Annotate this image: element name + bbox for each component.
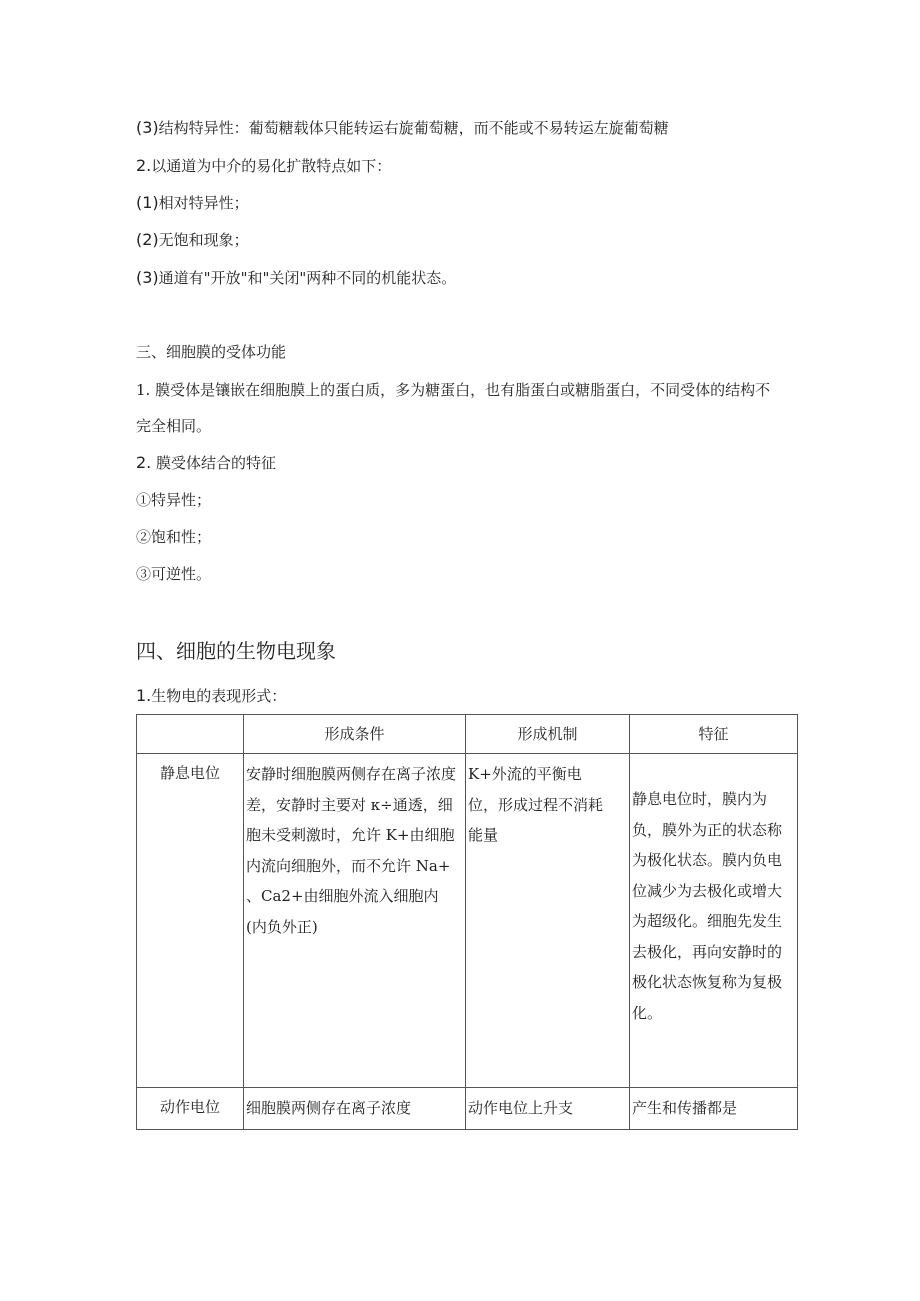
- table-row-action-potential: [137, 1088, 798, 1130]
- feature-line: 化。: [632, 1003, 663, 1022]
- channel-feature-1: [136, 193, 249, 213]
- feature-line: 产生和传播都是: [632, 1099, 738, 1117]
- receptor-binding-heading: [136, 453, 276, 473]
- row-label: 静息电位: [137, 754, 244, 1088]
- channel-feature-2: [136, 230, 249, 250]
- table-header-row: [137, 715, 798, 754]
- binding-feature-3: ③可逆性。: [136, 565, 212, 583]
- mechanism-line: 动作电位上升支: [468, 1099, 574, 1117]
- mechanism-line: K+外流的平衡电: [468, 765, 582, 783]
- point-text: 生物电的表现形式：: [151, 687, 287, 705]
- item-number: (3): [136, 268, 159, 287]
- item-text: 结构特异性：葡萄糖载体只能转运右旋葡萄糖，而不能或不易转运左旋葡萄糖: [158, 119, 669, 137]
- section-3-title: 三、细胞膜的受体功能: [136, 343, 287, 361]
- header-condition: 形成条件: [244, 715, 466, 754]
- point-text: 膜受体结合的特征: [151, 454, 277, 472]
- condition-line: 、Ca2+由细胞外流入细胞内: [246, 887, 439, 905]
- item-number: (2): [136, 230, 159, 249]
- bioelectric-table: [136, 714, 798, 1130]
- feature-line: 静息电位时，膜内为: [632, 790, 768, 808]
- feature-line: 为超级化。细胞先发生: [632, 912, 783, 930]
- point-number: 1.: [136, 686, 152, 705]
- condition-line: (内负外正): [246, 917, 318, 936]
- feature-line: 为极化状态。膜内负电: [632, 851, 783, 869]
- point-number: 2.: [136, 453, 152, 472]
- mechanism-line: 能量: [468, 826, 499, 844]
- mechanism-line: 位，形成过程不消耗: [468, 795, 604, 814]
- condition-line: 差，安静时主要对 κ÷通透，细: [246, 795, 453, 814]
- item-text: 相对特异性；: [158, 194, 249, 212]
- condition-line: 内流向细胞外，而不允许 Na+: [246, 856, 451, 875]
- mechanism-cell: [466, 754, 630, 1088]
- item-text: 通道有"开放"和"关闭"两种不同的机能状态。: [158, 269, 457, 287]
- condition-cell: [244, 1088, 466, 1130]
- row-label: 动作电位: [137, 1088, 244, 1130]
- item-number: (1): [136, 193, 159, 212]
- item-3-structural-specificity: [136, 118, 669, 138]
- point-2-channel-diffusion: [136, 156, 391, 176]
- feature-line: 负，膜外为正的状态称: [632, 820, 783, 839]
- feature-cell: [630, 754, 798, 1088]
- condition-line: 细胞膜两侧存在离子浓度: [246, 1099, 412, 1117]
- receptor-paragraph-line-1: 1. 膜受体是镶嵌在细胞膜上的蛋白质，多为糖蛋白，也有脂蛋白或糖脂蛋白，不同受体的结构不: [136, 381, 771, 399]
- item-text: 无饱和现象；: [158, 231, 249, 249]
- header-feature: 特征: [630, 715, 798, 754]
- header-empty: [137, 715, 244, 754]
- point-text: 以通道为中介的易化扩散特点如下：: [151, 157, 392, 175]
- receptor-paragraph-line-2: 完全相同。: [136, 417, 212, 435]
- mechanism-cell: [466, 1088, 630, 1130]
- table-row-resting-potential: [137, 754, 798, 1088]
- condition-line: 胞未受刺激时，允许 K+由细胞: [246, 826, 455, 844]
- item-number: (3): [136, 118, 159, 137]
- condition-line: 安静时细胞膜两侧存在离子浓度: [246, 765, 457, 783]
- binding-feature-1: ①特异性；: [136, 491, 212, 509]
- bioelectric-forms-heading: [136, 686, 286, 706]
- feature-line: 去极化，再向安静时的: [632, 942, 783, 961]
- condition-cell: [244, 754, 466, 1088]
- binding-feature-2: ②饱和性；: [136, 528, 212, 546]
- header-mechanism: 形成机制: [466, 715, 630, 754]
- feature-line: 位减少为去极化或增大: [632, 881, 783, 900]
- feature-cell: [630, 1088, 798, 1130]
- section-4-title: 四、细胞的生物电现象: [136, 639, 336, 663]
- feature-line: 极化状态恢复称为复极: [632, 973, 783, 991]
- point-number: 2.: [136, 156, 152, 175]
- channel-feature-3: [136, 268, 456, 288]
